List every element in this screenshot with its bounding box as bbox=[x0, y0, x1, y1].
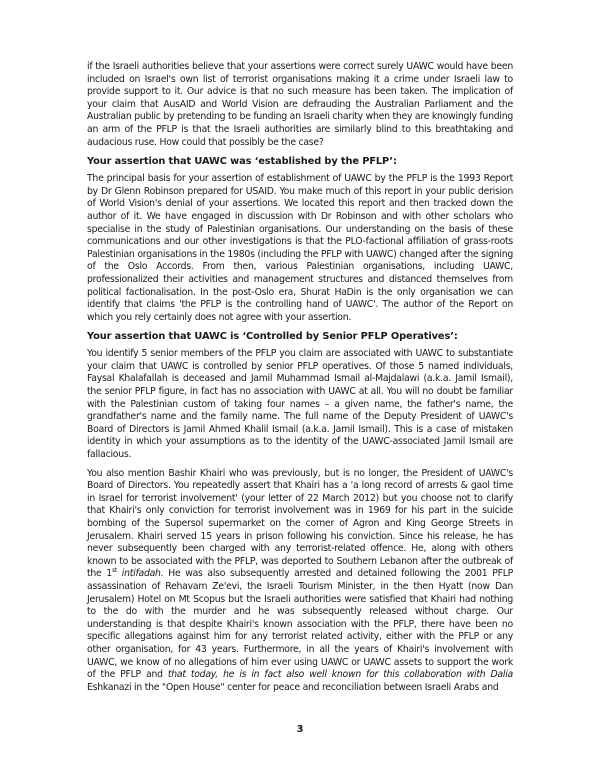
superscript-ordinal: st bbox=[111, 567, 117, 575]
paragraph-five-members: You identify 5 senior members of the PFLP you claim are associated with UAWC to substantiate your claim that UAWC is controlled by senior PFLP operatives. Of those 5 named individuals, Faysal Khalafallah is deceased and Jamil Muhammad Ismail al-Majdalawi (a.k.a. Jamil Ismail), the senior PFLP figure, in fact has no association with UAWC at all. You will no doubt be familiar with the Palestinian custom of taking four names – a given name, the father's name, the grandfather's name and the family name. The full name of the Deputy President of UAWC's Board of Directors is Jamil Ahmed Khalil Ismail (a.k.a. Jamil Ismail). This is a case of mistaken identity in which your assumptions as to the identity of the UAWC-associated Jamil Ismail are fallacious. bbox=[87, 348, 513, 461]
page-number: 3 bbox=[296, 724, 304, 735]
paragraph-established: The principal basis for your assertion of establishment of UAWC by the PFLP is the 1993 Report by Dr Glenn Robinson prepared for USAID. You make much of this report in your public derision of World Vision's denial of your assertions. We located this report and then tracked down the author of it. We have engaged in discussion with Dr Robinson and with other scholars who specialise in the study of Palestinian organisations. Our understanding on the basis of these communications and our other investigations is that the PLO-factional affiliation of grass-roots Palestinian organisations in the 1980s (including the PFLP with UAWC) changed after the signing of the Oslo Accords. From then, various Palestinian organisations, including UAWC, professionalized their activities and management structures and distanced themselves from political factionalisation. In the post-Oslo era, Shurat HaDin is the only organisation we can identify that claims 'the PFLP is the controlling hand of UAWC'. The author of the Report on which you rely certainly does not agree with your assertion. bbox=[87, 173, 513, 323]
section-heading-controlled-by-operatives: Your assertion that UAWC is ‘Controlled by Senior PFLP Operatives’: bbox=[87, 331, 458, 343]
paragraph-intro: if the Israeli authorities believe that your assertions were correct surely UAWC would have been included on Israel's own list of terrorist organisations making it a crime under Israeli law to provide support to it. Our advice is that no such measure has been taken. The implication of your claim that AusAID and World Vision are defrauding the Australian Parliament and the Australian public by pretending to be funding an Israeli charity when they are knowingly funding an arm of the PFLP is that the Israeli authorities are similarly blind to this breathtaking and audacious ruse. How could that possibly be the case? bbox=[87, 61, 513, 148]
text-segment: You also mention Bashir Khairi who was previously, but is no longer, the President of UAWC's Board of Directors. You repeatedly assert that Khairi has a 'a long record of arrests & gaol time in Israel for terrorist involvement' (your letter of 22 March 2012) but you choose not to clarify that Khairi's only conviction for terrorist involvement was in 1969 for his part in the suicide bombing of the Supersol supermarket on the corner of Agron and King George Streets in Jerusalem. Khairi served 15 years in prison following his conviction. Since his release, he has never subsequently been charged with any terrorist-related offence. He, along with others known to be associated with the PFLP, was deported to Southern Lebanon after the outbreak of the 1 bbox=[87, 467, 513, 580]
section-heading-established-by-pflp: Your assertion that UAWC was ‘established by the PFLP’: bbox=[87, 156, 397, 168]
document-page bbox=[87, 61, 513, 700]
paragraph-bashir-khairi bbox=[87, 468, 513, 695]
italic-text: that today, he is in fact also well known for this collaboration with Dalia bbox=[167, 669, 513, 681]
text-segment: Eshkanazi in the "Open House" center for peace and reconciliation between Israeli Arabs and bbox=[87, 681, 499, 693]
text-segment: He was also subsequently arrested and detained following the 2001 PFLP assassination of Rehavam Ze'evi, the Israeli Tourism Minister, in the then Hyatt (now Dan Jerusalem) Hotel on Mt Scopus but the Israeli authorities were satisfied that Khairi had nothing to the do with the murder and he was subsequently released without charge. Our understanding is that despite Khairi's known association with the PFLP, there have been no specific allegations against him for any terrorist related activity, either with the PFLP or any other organisation, for 43 years. Furthermore, in all the years of Khairi's involvement with UAWC, we know of no allegations of him ever using UAWC or UAWC assets to support the work of the PFLP and bbox=[87, 568, 513, 681]
italic-term: intifadah. bbox=[121, 568, 164, 580]
